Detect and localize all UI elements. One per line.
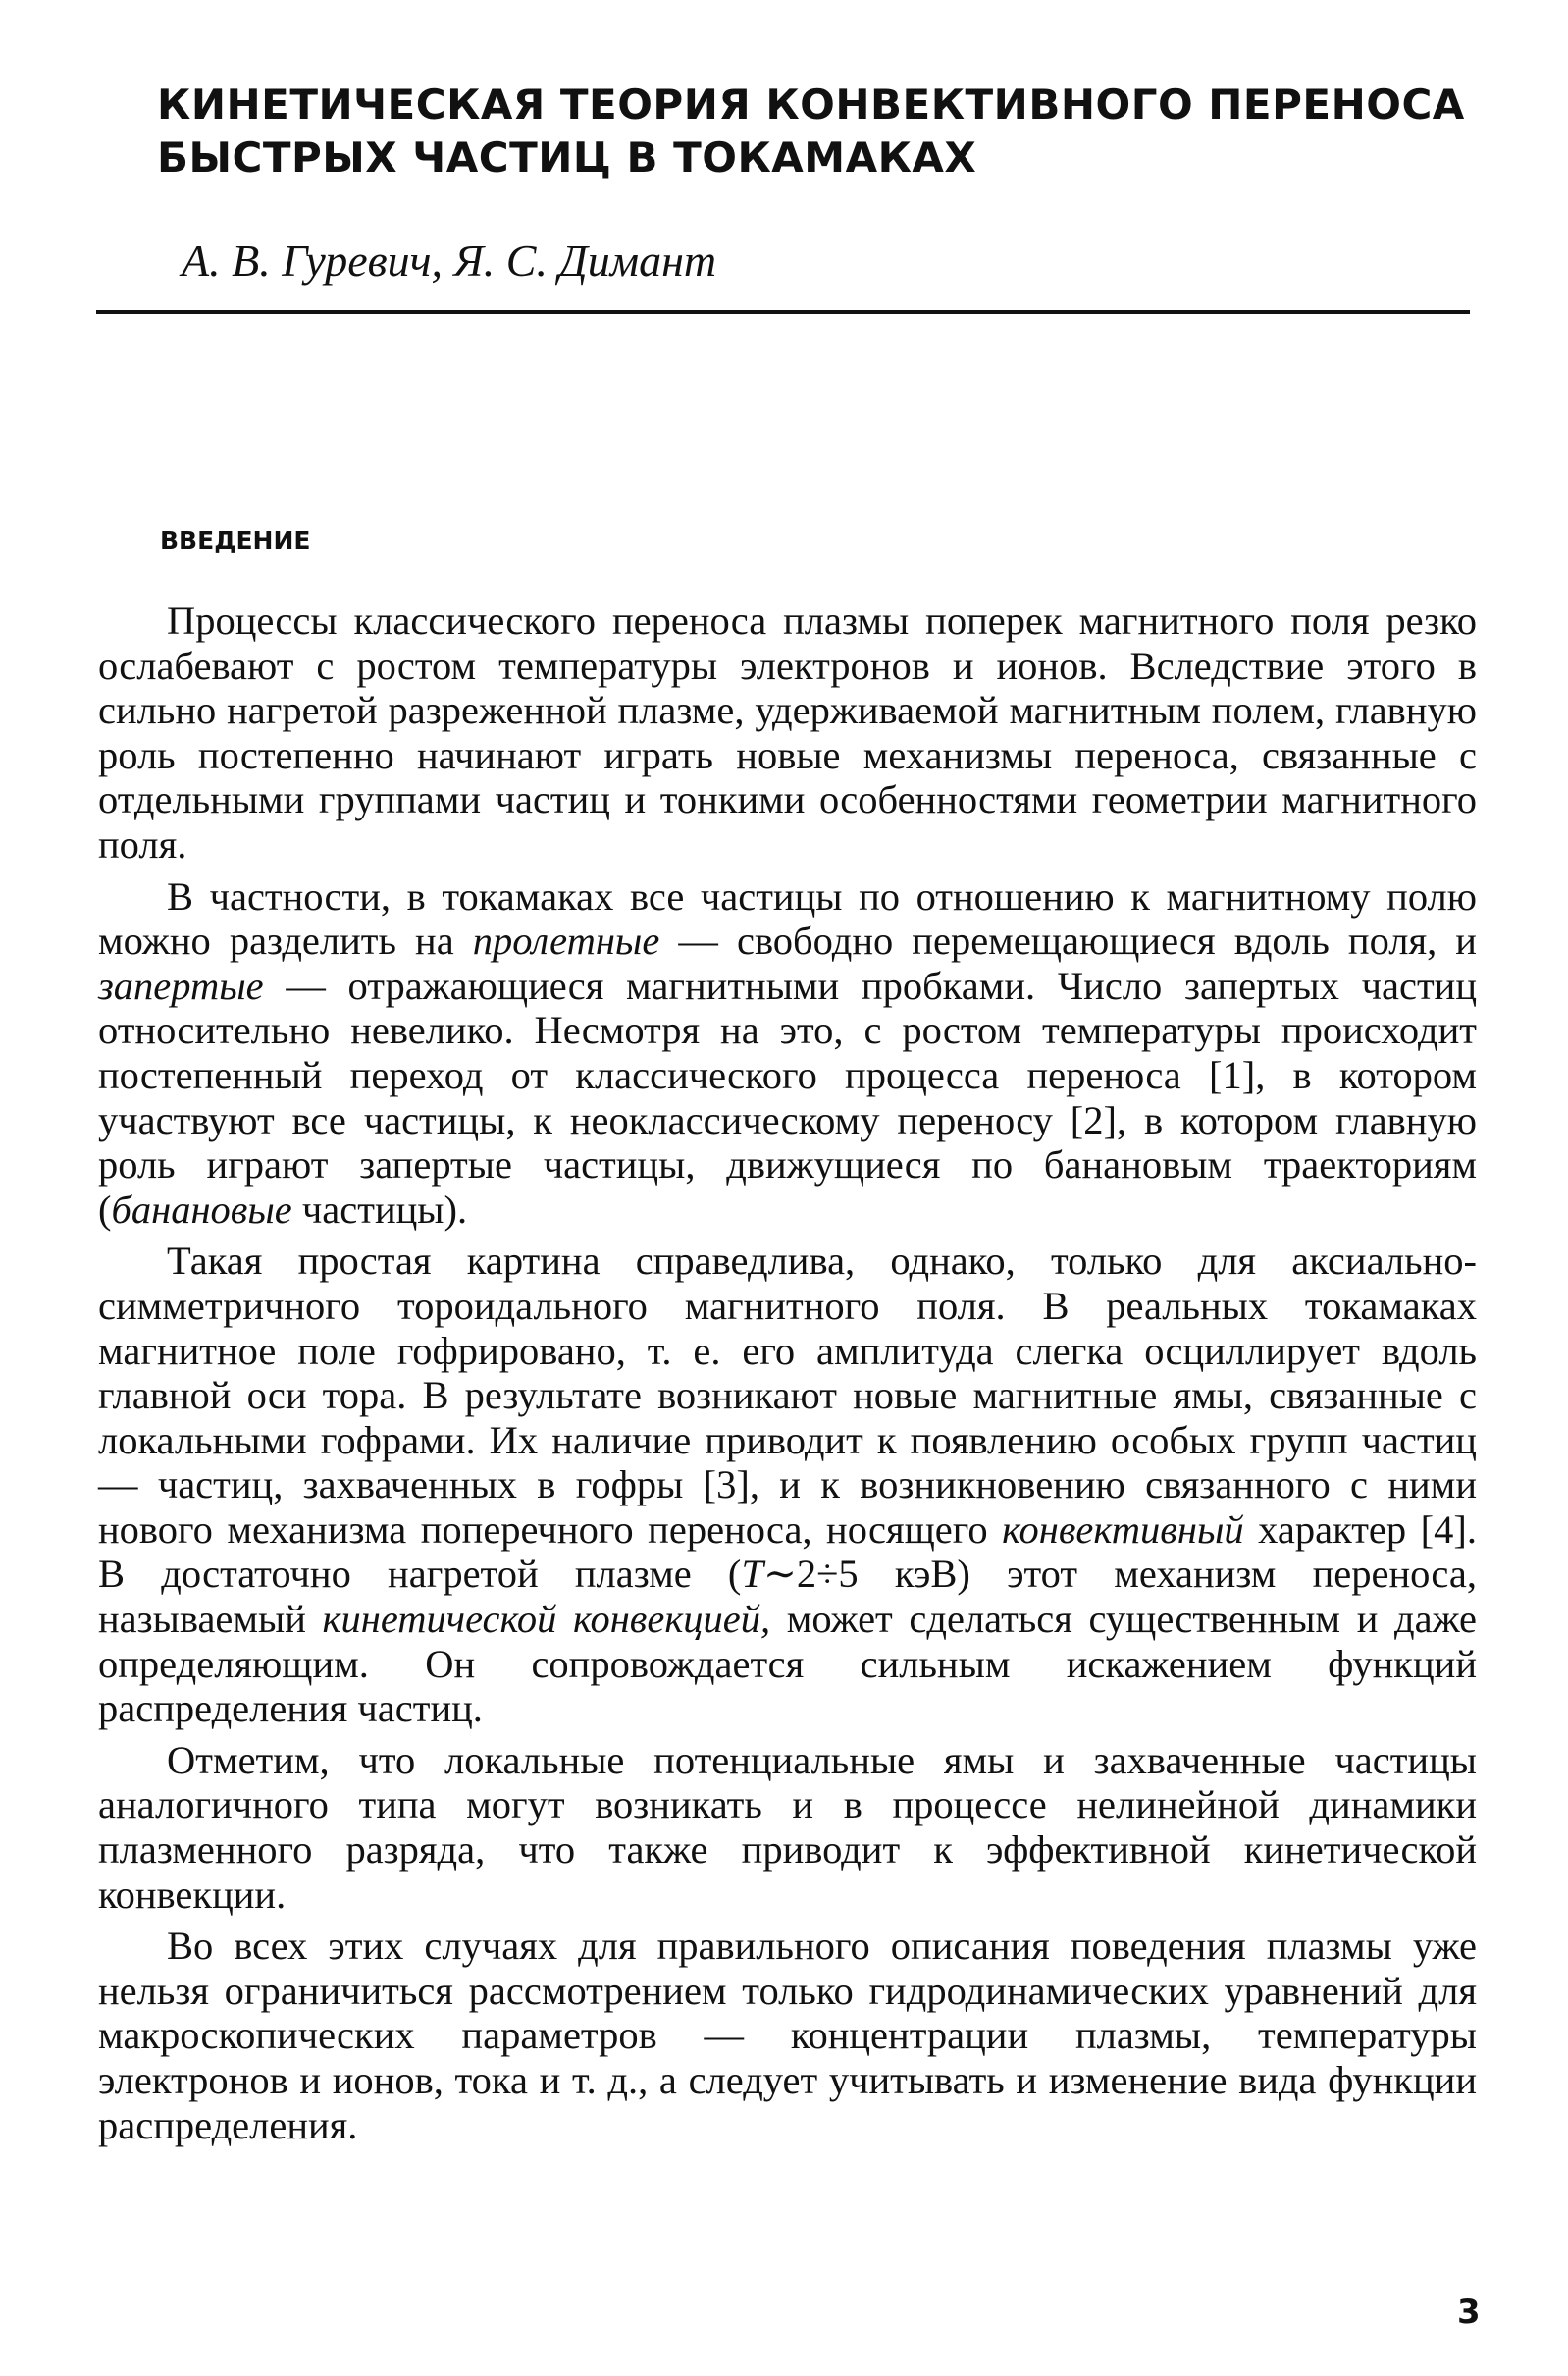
text-run: частицы). [291,1187,468,1232]
text-run: может сделаться существенным и даже определяющим. Он сопровождается сильным искажением функций распределения частиц. [98,1597,1477,1731]
title-divider [96,310,1470,314]
text-run: Отметим, что локальные потенциальные ямы и захваченные частицы аналогичного типа могут возникать и в процессе нелинейной динамики плазменного разряда, что также приводит к эффективной кинетической конвекции. [98,1737,1477,1917]
body-paragraph [98,1924,1477,2147]
italic-term: банановые [111,1187,292,1232]
body-text [98,599,1477,2154]
text-run: В частности, в токамаках все частицы по отношению к магнитному полю можно разделить на [98,873,1477,964]
italic-term: кинетической конвекцией, [322,1597,771,1642]
text-run: — отражающиеся магнитными пробками. Число запертых частиц относительно невелико. Несмотря на это, с ростом температуры происходит постепенный переход от классического процесса переноса [1], в котором участвуют все частицы, к неоклассическому переносу [2], в котором главную роль играют запертые частицы, движущиеся по банановым траекториям ( [98,963,1477,1232]
text-run: Процессы классического переноса плазмы поперек магнитного поля резко ослабевают с ростом температуры электронов и ионов. Вследствие этого в сильно нагретой разреженной плазме, удерживаемой магнитным полем, главную роль постепенно начинают играть новые механизмы переноса, связанные с отдельными группами частиц и тонкими особенностями геометрии магнитного поля. [98,599,1477,867]
text-run: Такая простая картина справедлива, однако, только для аксиально-симметричного тороидального магнитного поля. В реальных токамаках магнитное поле гофрировано, т. е. его амплитуда слегка осциллирует вдоль главной оси тора. В результате возникают новые магнитные ямы, связанные с локальными гофрами. Их наличие приводит к появлению особых групп частиц — частиц, захваченных в гофры [3], и к возникновению связанного с ними нового механизма поперечного переноса, носящего [98,1239,1477,1552]
page-number: 3 [1457,2293,1481,2332]
body-paragraph [98,1239,1477,1731]
section-heading: ВВЕДЕНИЕ [160,526,311,554]
text-run: характер [4]. В достаточно нагретой плазме ( [98,1506,1477,1597]
body-paragraph [98,1738,1477,1917]
italic-term: запертые [98,963,264,1008]
body-paragraph [98,874,1477,1233]
text-run: Во всех этих случаях для правильного описания поведения плазмы уже нельзя ограничиться рассмотрением только гидродинамических уравнений для макроскопических параметров — концентрации плазмы, температуры электронов и ионов, тока и т. д., а следует учитывать и изменение вида функции распределения. [98,1924,1477,2147]
italic-term: пролетные [472,919,660,964]
text-run: — свободно перемещающиеся вдоль поля, и [659,919,1477,964]
body-paragraph [98,599,1477,868]
italic-term: T [741,1552,763,1597]
article-title-line-1: КИНЕТИЧЕСКАЯ ТЕОРИЯ КОНВЕКТИВНОГО ПЕРЕНОСА [157,80,1465,129]
authors: А. В. Гуревич, Я. С. Димант [182,236,717,286]
article-title-line-2: БЫСТРЫХ ЧАСТИЦ В ТОКАМАКАХ [157,133,977,182]
italic-term: конвективный [1002,1506,1244,1552]
text-run: ∼2÷5 кэВ) этот механизм переноса, называемый [98,1552,1477,1642]
article-title [157,79,1465,185]
